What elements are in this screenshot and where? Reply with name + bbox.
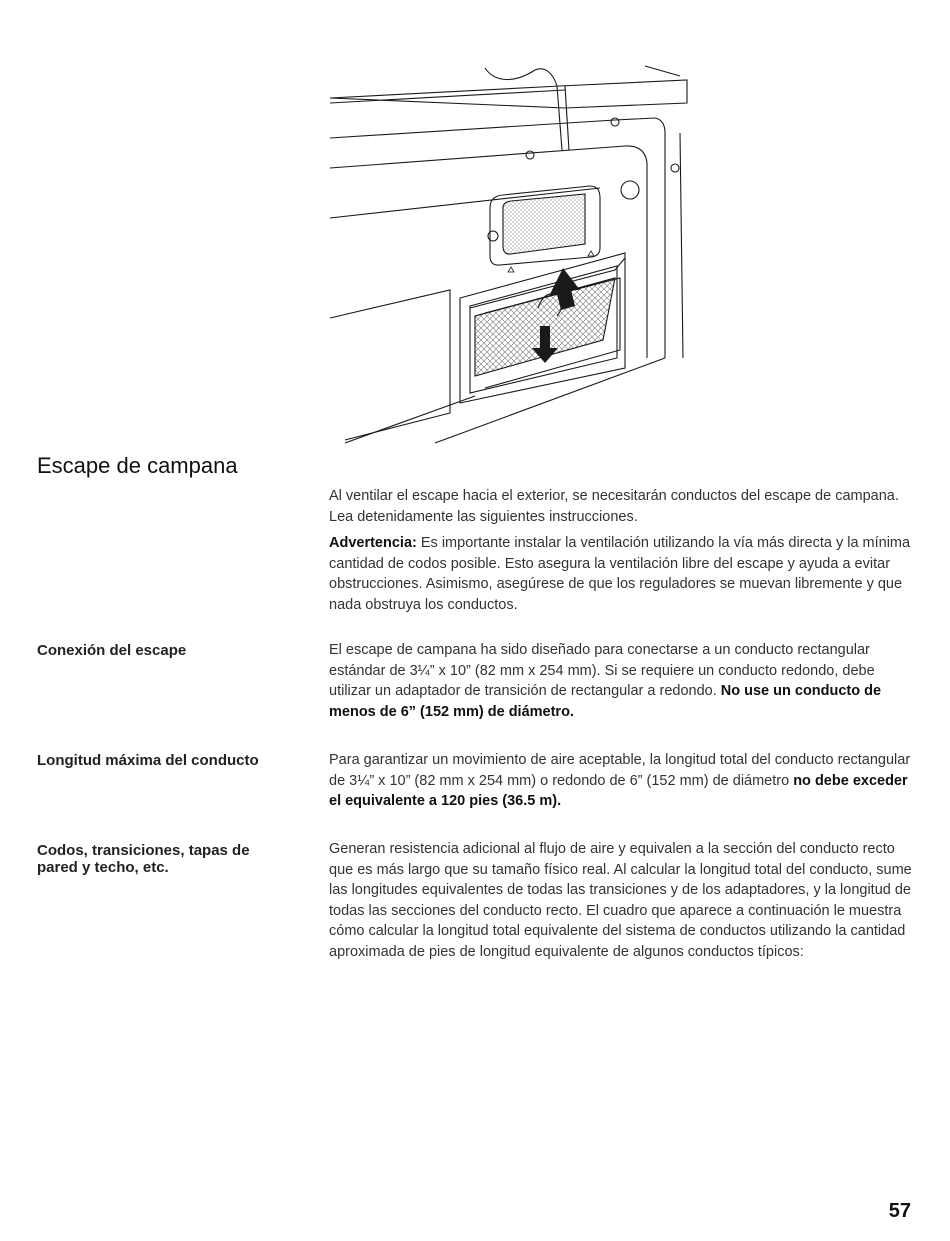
heading-exhaust-connection: Conexión del escape <box>37 642 187 659</box>
heading-elbows-transitions: Codos, transiciones, tapas de pared y techo, etc. <box>37 842 250 876</box>
max-duct-length-text: Para garantizar un movimiento de aire aceptable, la longitud total del conducto rectangular de 3¼” x 10” (82 mm x 254 mm) o redondo de 6” (152 mm) de diámetro <box>329 752 911 789</box>
intro-paragraph: Al ventilar el escape hacia el exterior, se necesitarán conductos del escape de campana. Lea detenidamente las siguientes instrucciones. <box>329 488 899 525</box>
section-title: Escape de campana <box>37 453 238 478</box>
warning-paragraph <box>329 533 914 615</box>
heading-max-duct-length: Longitud máxima del conducto <box>37 752 259 769</box>
max-duct-length-paragraph <box>329 750 914 812</box>
exhaust-connection-paragraph <box>329 640 914 722</box>
warning-label: Advertencia: <box>329 535 417 551</box>
page-number: 57 <box>888 1200 911 1222</box>
exhaust-connection-bold: No use un conducto de menos de 6” (152 mm) de diámetro. <box>329 683 882 720</box>
max-duct-length-bold: no debe exceder el equivalente a 120 pies (36.5 m). <box>329 772 908 809</box>
exhaust-connection-text: El escape de campana ha sido diseñado para conectarse a un conducto rectangular estándar de 3¼” x 10” (82 mm x 254 mm). Si se requiere un conducto redondo, debe utilizar un adaptador de transición de rectangular a redondo. <box>329 642 875 699</box>
warning-text: Es importante instalar la ventilación utilizando la vía más directa y la mínima cantidad de codos posible. Esto asegura la ventilación libre del escape y ayuda a evitar obstrucciones. Asimismo, asegúrese de que los reguladores se muevan libremente y que nada obstruya los conductos. <box>329 535 911 613</box>
elbows-transitions-paragraph: Generan resistencia adicional al flujo de aire y equivalen a la sección del conducto recto que es más largo que su tamaño físico real. Al calcular la longitud total del conducto, sume las longitudes equivalentes de todas las transiciones y de los adaptadores, y la longitud de todas las secciones del conducto recto. El cuadro que aparece a continuación le muestra cómo calcular la longitud total equivalente del sistema de conductos utilizando la cantidad aproximada de pies de longitud equivalente de algunos conductos típicos: <box>329 841 912 960</box>
hood-filter-illustration <box>325 58 695 448</box>
